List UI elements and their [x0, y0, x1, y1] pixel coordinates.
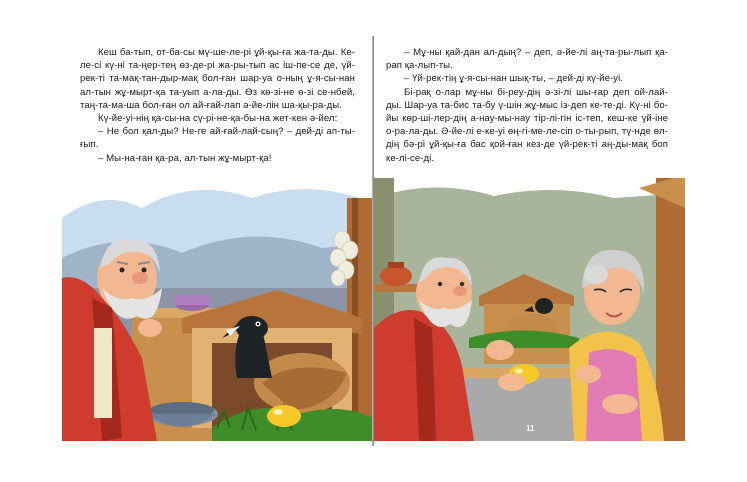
paragraph: Кү-йе-уі-нің қа-сы-на сү-рі-не-қа-бы-на жет-кен ә-йел: — [98, 113, 338, 125]
paragraph: Кеш ба-тып, от-ба-сы мү-ше-ле-рі ұй-қы-ға жа-та-ды. Ке-ле-сі кү-ні та-ңер-тең өз-де-рі жа-ры-тып ас іш-пе-се де, үй-рек-ті та-мақ-тан-дыр-мақ бол-ған шар-уа о-ның ұ-я-сы-нан ал-тын жұ-мырт-қа та-уып а-ла-ды. Өз кө-зі-не ө-зі се-нбей, таң-та-ма-ша бол-ған ол ай-ғай-лап ә-йе-лін ша-қы-ра-ды. — [80, 47, 355, 111]
left-page — [0, 0, 373, 482]
paragraph: – Мы-на-ған қа-ра, ал-тын жұ-мырт-қа! — [98, 152, 272, 164]
left-page-text — [80, 46, 355, 165]
illustration-svg-left — [62, 178, 373, 441]
page-number: 11 — [526, 424, 535, 433]
illustration-old-couple — [374, 178, 685, 441]
paragraph: – Не бол қал-ды? Не-ге ай-ғай-лай-сың? – дей-ді ап-ты-ғып. — [80, 126, 355, 151]
right-page — [374, 0, 747, 482]
paragraph: Бі-рақ о-лар мұ-ны бі-реу-дің ә-зі-лі шы-ғар деп ой-лай-ды. Шар-уа та-бис та-бу ү-шін жұ-мыс із-деп ке-те-ді. Кү-ні бо-йы көр-ші-лер-дің а-нау-мы-нау тір-лі-гін іс-теп, кеш-ке үй-іне о-ра-ла-ды. Ә-йе-лі е-ке-уі өң-гі-ме-ле-сіп о-ты-рып, тү-нде өл-дің бә-рі ұй-қы-ға бас қой-ған кез-де үй-рек-ті аң-ды-мақ боп ке-лі-се-ді. — [386, 86, 668, 164]
paragraph: – Мұ-ны қай-дан ал-дың? – деп, ә-йе-лі аң-та-ры-лып қа-рап қа-лып-ты. — [386, 47, 668, 72]
illustration-svg-right — [374, 178, 685, 441]
illustration-old-man-and-goose — [62, 178, 373, 441]
right-page-text — [386, 46, 668, 165]
paragraph: – Үй-рек-тің ұ-я-сы-нан шық-ты, – дей-ді кү-йе-уі. — [404, 73, 623, 85]
